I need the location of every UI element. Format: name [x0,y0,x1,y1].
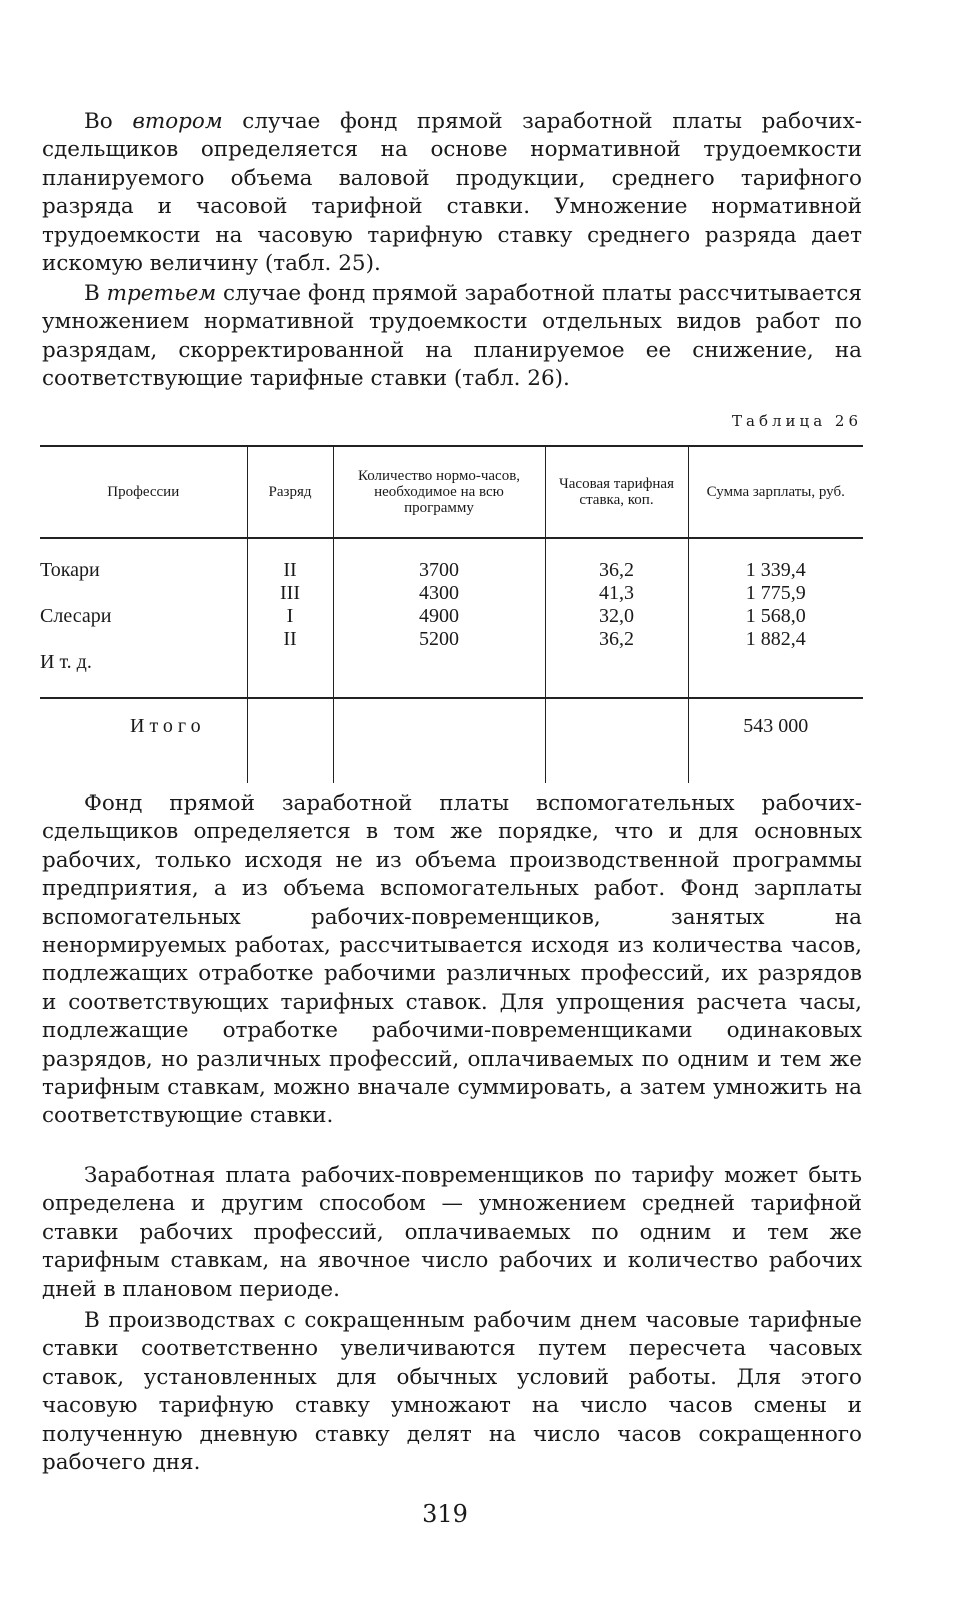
professions-cell [40,538,247,698]
sums-cell [688,538,863,698]
total-row [40,698,863,783]
header-professions: Профессии [40,446,247,538]
paragraph-text: В [84,281,107,306]
grade-value: III [280,582,300,604]
total-label: Итого [40,698,247,783]
grade-value: I [286,605,294,627]
rates-cell [545,538,688,698]
paragraph-auxiliary-workers: Фонд прямой заработной платы вспомогательных рабочих-сдельщиков определяется в том же порядке, что и для основных рабочих, только исходя не из объема производственной программы предприятия, а из объема вспомогательных работ. Фонд зарплаты вспомогательных рабочих-повременщиков, занятых на ненормируемых работах, рассчитывается исходя из количества часов, подлежащих отработке рабочими различных профессий, их разрядов и соответствующих тарифных ставок. Для упрощения расчета часы, подлежащие отработке рабочими-повременщиками одинаковых разрядов, но различных профессий, оплачиваемых по одним и тем же тарифным ставкам, можно вначале суммировать, а затем умножить на соответствующие ставки. [42,791,862,1129]
rate-value: 36,2 [599,628,634,650]
table-row [40,538,863,698]
header-grade: Разряд [247,446,333,538]
rate-value: 36,2 [599,559,634,581]
grade-value: II [283,559,297,581]
paragraph-third-case [42,280,862,394]
sum-value: 1 882,4 [745,628,806,650]
hours-cell [333,538,545,698]
header-wage-sum: Сумма зарплаты, руб. [688,446,863,538]
profession-label: Слесари [40,605,112,627]
paragraph-time-workers: Заработная плата рабочих-повременщиков по тарифу может быть определена и другим способом — умножением средней тарифной ставки рабочих профессий, оплачиваемых по одним и тем же тарифным ставкам, на явочное число рабочих и количество рабочих дней в плановом периоде. [42,1163,862,1302]
paragraph-text: случае фонд прямой заработной платы рассчитывается умножением нормативной трудоемкости отдельных видов работ по разрядам, скорректированной на планируемое ее снижение, на соответствующие тарифные ставки (табл. 26). [42,281,862,392]
table-header-row [40,446,863,538]
sum-value: 1 775,9 [745,582,806,604]
total-empty-cell [545,698,688,783]
sum-value: 1 339,4 [745,559,806,581]
hours-value: 3700 [419,559,459,581]
grades-cell [247,538,333,698]
rate-value: 32,0 [599,605,634,627]
page-number: 319 [422,1500,468,1528]
grade-value: II [283,628,297,650]
paragraph-text: случае фонд прямой заработной платы рабочих-сдельщиков определяется на основе нормативной трудоемкости планируемого объема валовой продукции, среднего тарифного разряда и часовой тарифной ставки. Умножение нормативной трудоемкости на часовую тарифную ставку среднего разряда дает искомую величину (табл. 25). [42,109,862,277]
hours-value: 4900 [419,605,459,627]
rate-value: 41,3 [599,582,634,604]
wage-fund-table [40,445,863,783]
paragraph-shortened-day: В производствах с сокращенным рабочим днем часовые тарифные ставки соответственно увеличиваются путем пересчета часовых ставок, установленных для обычных условий работы. Для этого часовую тарифную ставку умножают на число часов смены и полученную дневную ставку делят на число часов сокращенного рабочего дня. [42,1308,862,1476]
header-norm-hours: Количество нормо-часов, необходимое на всю программу [333,446,545,538]
paragraph-second-case [42,108,862,278]
total-empty-cell [333,698,545,783]
sum-value: 1 568,0 [745,605,806,627]
paragraph-text: Во [84,109,133,134]
total-empty-cell [247,698,333,783]
emphasis-text: втором [132,109,223,134]
total-value: 543 000 [688,698,863,783]
emphasis-text: третьем [106,281,217,306]
header-hourly-rate: Часовая тарифная ставка, коп. [545,446,688,538]
table-caption: Таблица 26 [732,412,862,430]
hours-value: 4300 [419,582,459,604]
profession-label: И т. д. [40,651,92,673]
hours-value: 5200 [419,628,459,650]
profession-label: Токари [40,559,100,581]
